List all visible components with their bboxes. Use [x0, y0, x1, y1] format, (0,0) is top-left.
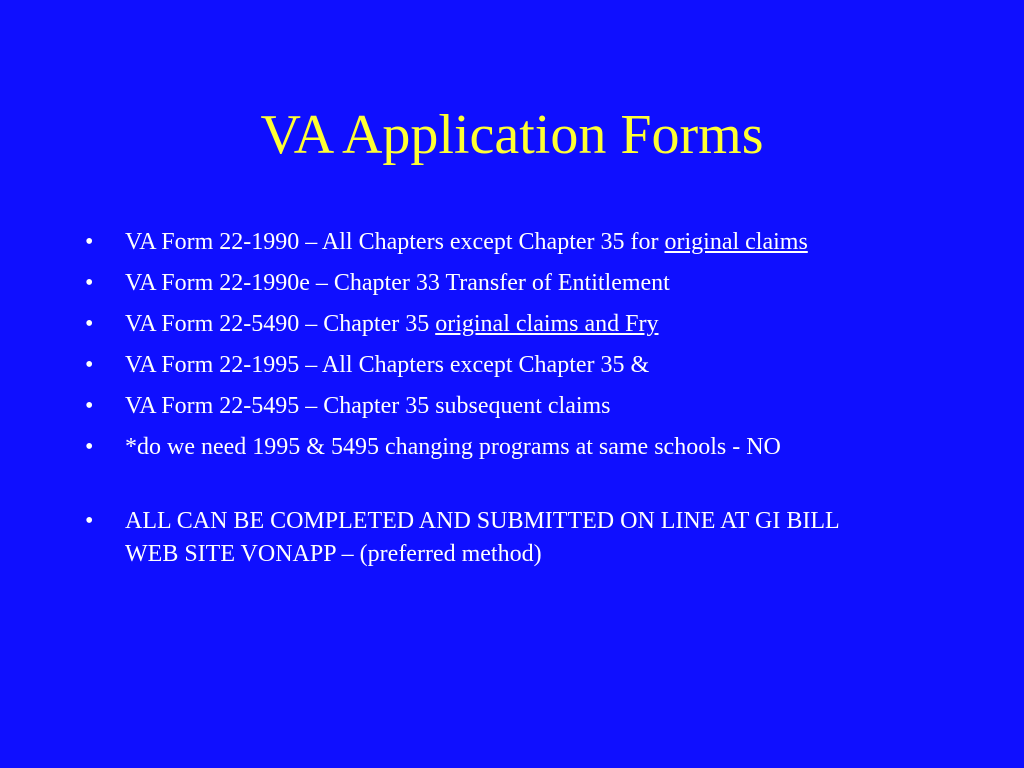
- bullet-text: VA Form 22-1995 – All Chapters except Chapter 35 &: [125, 352, 650, 378]
- bullet-text: ALL CAN BE COMPLETED AND SUBMITTED ON LINE AT GI BILL WEB SITE VONAPP – (preferred method): [125, 508, 839, 567]
- bullet-icon: •: [85, 508, 94, 534]
- bullet-item: [85, 505, 885, 571]
- bullet-item: [85, 390, 885, 423]
- bullet-text: VA Form 22-1990 – All Chapters except Chapter 35 for: [125, 229, 665, 255]
- slide-title: VA Application Forms: [260, 104, 764, 166]
- bullet-icon: •: [85, 311, 94, 337]
- bullet-list: [85, 226, 885, 579]
- bullet-underlined-text: original claims and Fry: [435, 311, 659, 337]
- bullet-icon: •: [85, 434, 94, 460]
- bullet-text: VA Form 22-5495 – Chapter 35 subsequent claims: [125, 393, 611, 419]
- bullet-text: VA Form 22-1990e – Chapter 33 Transfer of Entitlement: [125, 270, 670, 296]
- bullet-item: [85, 226, 885, 259]
- bullet-underlined-text: original claims: [664, 229, 808, 255]
- bullet-icon: •: [85, 352, 94, 378]
- bullet-icon: •: [85, 229, 94, 255]
- bullet-text: *do we need 1995 & 5495 changing programs at same schools - NO: [125, 434, 781, 460]
- bullet-icon: •: [85, 270, 94, 296]
- bullet-item: [85, 267, 885, 300]
- bullet-text: VA Form 22-5490 – Chapter 35: [125, 311, 436, 337]
- bullet-item: [85, 308, 885, 341]
- bullet-item: [85, 431, 885, 464]
- bullet-item: [85, 349, 885, 382]
- bullet-icon: •: [85, 393, 94, 419]
